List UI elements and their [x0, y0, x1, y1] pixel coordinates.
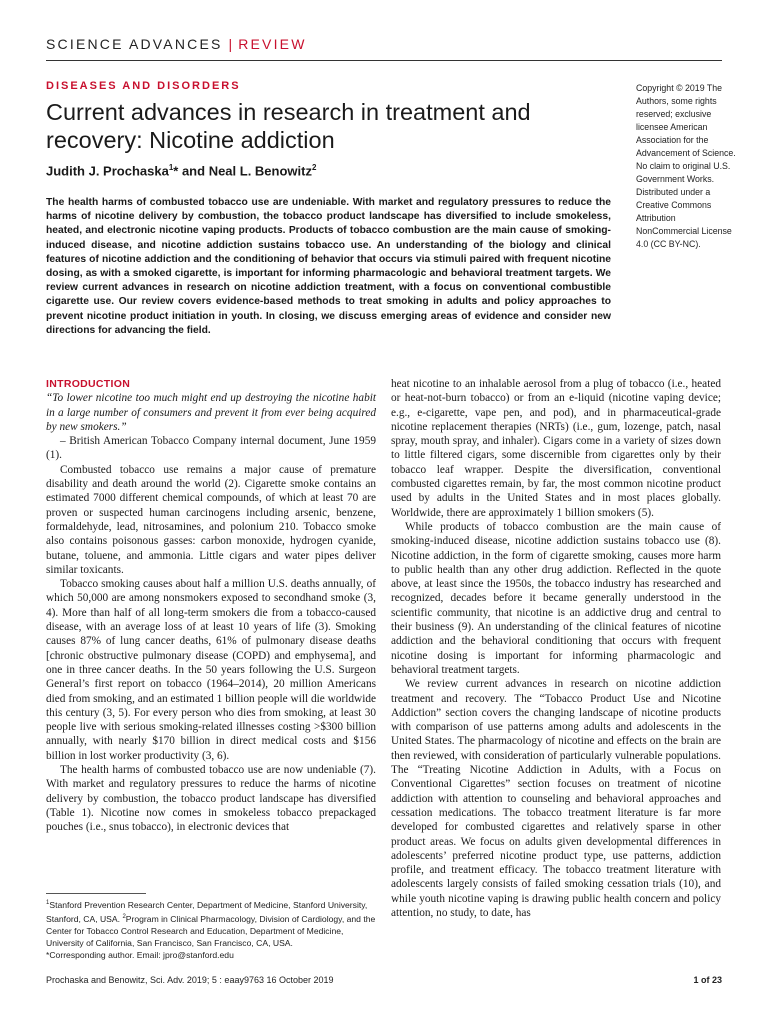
header-separator: | [228, 36, 233, 52]
body-paragraph: We review current advances in research on nicotine addiction treatment and recovery. The “Tobacco Product Use and Nicotine Addiction” section covers the changing landscape of nicotine products with comparison of use patterns among adults and adolescents in the United States. The pharmacology of nicotine and effects on the brain are then reviewed, with consideration of particularly vulnerable populations. The “Treating Nicotine Addiction in Adults, with a Focus on Conventional Cigarettes” section focuses on treatment of nicotine addiction with attention to counseling and behavioral approaches and cessation medications. The tobacco treatment literature is far more developed for combusted cigarettes and relatively sparse in other product areas. We focus on adults given developmental differences in adolescents’ preferred nicotine product type, use patterns, addiction profile, and treatment efficacy. The tobacco treatment literature with adolescents largely consists of failed smoking cessation trials (10), and while youth nicotine vaping is drawing public health concern and policy attention, no study, to date, has [391, 678, 721, 919]
epigraph-source: – British American Tobacco Company internal document, June 1959 (1). [46, 435, 376, 462]
body-paragraph: The health harms of combusted tobacco use are now undeniable (7). With market and regulatory pressures to reduce the harms of nicotine delivery by combustion, the tobacco product landscape has diversified (Table 1). Nicotine now comes in smokeless tobacco prepackaged pouches (i.e., snus tobacco), in electronic devices that [46, 764, 376, 834]
subject-category: DISEASES AND DISORDERS [46, 80, 241, 92]
affiliations-footnotes [46, 897, 376, 961]
affiliation-1: $^1$Stanford Prevention Research Center, Department of Medicine, Stanford University, Stanford, CA, USA. $^2$Program in Clinical Pharmacology, Division of Cardiology, and the Center for Tobacco Control Research and Education, Department of Medicine, University of California, San Francisco, San Francisco, CA, USA. [46, 899, 376, 948]
author-link-benowitz[interactable]: Neal L. Benowitz [208, 163, 312, 179]
journal-name: SCIENCE ADVANCES [46, 36, 223, 52]
copyright-notice: Copyright © 2019 The Authors, some rights reserved; exclusive licensee American Association for the Advancement of Science. No claim to original U.S. Government Works. Distributed under a Creative Commons Attribution NonCommercial License 4.0 (CC BY-NC). [636, 83, 736, 249]
body-paragraph: Combusted tobacco use remains a major cause of premature disability and death around the world (2). Cigarette smoke contains an estimated 7000 different chemical compounds, of which at least 70 are proven or suspected human carcinogens including arsenic, benzene, formaldehyde, lead, nitrosamines, and polonium 210. Tobacco smoke also contains poisonous gasses: carbon monoxide, hydrogen cyanide, butane, toluene, and ammonia. Little cigars and water pipes deliver similar toxicants. [46, 463, 376, 576]
body-paragraph: Tobacco smoking causes about half a million U.S. deaths annually, of which 50,000 are among nonsmokers exposed to secondhand smoke (3, 4). More than half of all long-term smokers die from a tobacco-caused disease, with an average loss of at least 10 years of life (3). Smoking causes 87% of lung cancer deaths, 61% of pulmonary disease deaths [chronic obstructive pulmonary disease (COPD) and emphysema], and one in three cancer deaths. In the 50 years following the U.S. Surgeon General’s first report on tobacco (1964–2014), 20 million Americans died from smoking, and an estimated 1 billion people will die worldwide this century (3, 5). For every person who dies from smoking, at least 30 people live with serious smoking-related illnesses costing >$300 billion annually, with nearly $170 billion in direct medical costs and $156 billion in lost worker productivity (3, 6). [46, 578, 376, 762]
header-rule [46, 60, 722, 61]
citation-line: Prochaska and Benowitz, Sci. Adv. 2019; 5 : eaay9763 16 October 2019 [46, 975, 334, 985]
journal-header [46, 36, 307, 52]
body-paragraph: While products of tobacco combustion are the main cause of smoking-induced disease, nicotine addiction sustains tobacco use (8). Nicotine addiction, in the form of cigarette smoking, causes more harm to public health than any other drug addiction. Reflected in the quote above, at least since the 1950s, the tobacco industry has researched and recognized, decades before it became generally understood in the scientific community, that nicotine is an addictive drug and central to their business (9). An understanding of the clinical features of nicotine addiction and the behavioral conditioning that occurs with frequent nicotine dosing is important for informing pharmacologic and behavioral treatment targets. [391, 520, 721, 676]
epigraph-quote: “To lower nicotine too much might end up destroying the nicotine habit in a large number of consumers and prevent it from ever being acquired by new smokers.” [46, 392, 376, 433]
body-paragraph: heat nicotine to an inhalable aerosol from a plug of tobacco (i.e., heated or heat-not-burn tobacco) or from an e-liquid (nicotine vaping device; e.g., e-cigarette, vape pen, and pod), and in pharmaceutical-grade nicotine replacement therapies (NRTs) (i.e., gum, lozenge, patch, nasal spray, mouth spray, and inhaler). Cigars come in a variety of sizes down to little filtered cigars, some discernible from cigarettes only by their tobacco leaf wrapper. Despite the diversification, conventional combusted cigarettes remain, by far, the most common nicotine product used by adults in the United States and in most places globally. Worldwide, there are approximately 1 billion smokers (5). [391, 378, 721, 519]
corresponding-author: *Corresponding author. Email: jpro@stanford.edu [46, 949, 234, 960]
body-column-right [391, 377, 721, 920]
author-line [46, 163, 316, 178]
page-footer [46, 975, 722, 985]
author-link-prochaska[interactable]: Judith J. Prochaska [46, 163, 169, 179]
footnote-divider [46, 893, 146, 894]
author2-affiliation-sup: 2 [311, 163, 317, 172]
article-title: Current advances in research in treatment and recovery: Nicotine addiction [46, 99, 531, 153]
article-type-label: REVIEW [238, 36, 307, 52]
page-number: 1 of 23 [693, 975, 722, 985]
corresponding-mark: * [173, 163, 179, 179]
introduction-heading: INTRODUCTION [46, 378, 131, 390]
author1-affiliation-sup: 1 [168, 163, 174, 172]
author-connector: and [178, 163, 209, 179]
abstract: The health harms of combusted tobacco use are undeniable. With market and regulatory pressures to reduce the harms of nicotine delivery by combustion, the tobacco product landscape has diversified to include smokeless, heated, and electronic nicotine vaping products. Products of tobacco combustion are the main cause of smoking-induced disease, and nicotine addiction sustains tobacco use. An understanding of the biology and clinical features of nicotine addiction and the conditioning of behavior that occurs via stimuli paired with frequent nicotine dosing, as with a smoked cigarette, is important for informing pharmacologic and behavioral treatment targets. We review current advances in research on nicotine addiction treatment, with a focus on conventional combustible cigarette use. Our review covers evidence-based methods to treat smoking in adults and policy approaches to prevent nicotine product initiation in youth. In closing, we discuss emerging areas of evidence and consider new directions for advancing the field. [46, 197, 611, 336]
body-column-left [46, 377, 376, 835]
